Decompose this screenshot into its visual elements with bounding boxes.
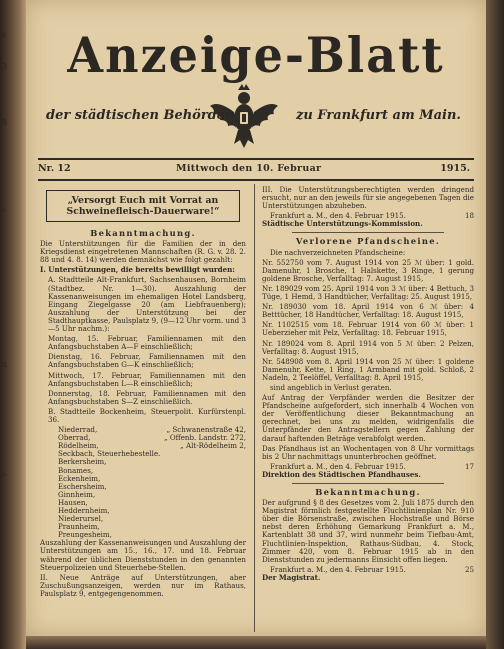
payout-text: Auszahlung der Kassenanweisungen und Auszahlung der Unterstützungen am 15., 16., 17. und 18. Februar während der üblichen Dienststunden in den genannten Steuerpolizeien und Steuerhebe-Stellen. — [40, 538, 246, 572]
issue-number: Nr. 12 — [38, 163, 71, 174]
district-place-office: „ Schwanenstraße 42, — [166, 425, 246, 435]
pawn-ticket-entry: Nr. 552750 vom 7. August 1914 von 25 ℳ über: 1 gold. Damenuhr, 1 Brosche, 1 Halskette, 3 Ringe, 1 gerung goldene Brosche, Verfalltag: 7. August 1915, — [262, 257, 474, 283]
right-column — [262, 186, 474, 584]
district-place-name: Rödelheim, — [58, 441, 99, 451]
notice-number: 18 — [464, 211, 474, 221]
issue-year: 1915. — [440, 163, 470, 174]
district-place-name: Bonames, — [58, 465, 94, 475]
binding-mark: u — [2, 360, 8, 369]
district-place-name: Heddernheim, — [58, 506, 110, 515]
binding-mark: i- — [2, 470, 8, 479]
pawn-ticket-entry: Nr. 548908 vom 8. April 1914 von 25 ℳ über: 1 goldene Damenuhr, Kette, 1 Ring, 1 Armband mit gold. Schloß, 2 Nadeln, 2 Teelöffel, Verfalltag: 8. April 1915, — [262, 356, 474, 382]
notice-heading: Bekanntmachung. — [90, 228, 196, 238]
notice-heading-2: Bekanntmachung. — [315, 487, 421, 497]
masthead-rule-top — [38, 158, 474, 160]
pawn-ticket-entry: Nr. 189024 vom 8. April 1914 von 5 ℳ über: 2 Pelzen, Verfalltag: 8. August 1915, — [262, 338, 474, 356]
binding-mark: 8 — [2, 118, 8, 127]
district-places-list — [40, 426, 246, 539]
signature-place-date: Frankfurt a. M., den 4. Februar 1915. — [270, 461, 406, 471]
district-place-name: Oberrad, — [58, 433, 91, 443]
masthead-title: Anzeige-Blatt — [67, 26, 445, 84]
district-b-text: B. Stadtteile Bockenheim, Steuerpolit. Kurfürstenpl. 36. — [48, 406, 246, 424]
schedule-tuesday: Dienstag, 16. Februar, Familiennamen mit den Anfangsbuchstaben G—K einschließlich; — [48, 352, 246, 370]
pawn-ticket-entry: Nr. 189029 vom 25. April 1914 von 3 ℳ über: 4 Bettuch, 3 Tüge, 1 Hemd, 3 Handtücher, Verfalltag: 25. August 1915, — [262, 283, 474, 302]
pawn-intro: Die nachverzeichneten Pfandscheine: — [270, 247, 406, 257]
schedule-monday: Montag, 15. Februar, Familiennamen mit den Anfangsbuchstaben A—F einschließlich; — [48, 334, 246, 352]
pork-notice-box: „Versorgt Euch mit Vorrat an Schweinefleisch-Dauerware!“ — [46, 190, 240, 222]
masthead-rule-bottom — [38, 179, 474, 181]
notice-number: 17 — [464, 461, 474, 471]
district-place-office: „ Offenb. Landstr. 272, — [163, 433, 246, 443]
pawn-ticket-entry: Nr. 189030 vom 18. April 1914 von 6 ℳ über: 4 Betttücher, 18 Handtücher, Verfalltag: 18. August 1915, — [262, 302, 474, 320]
signature-place-date: Frankfurt a. M., den 4. Februar 1915. — [270, 211, 406, 221]
binding-mark: s — [2, 30, 7, 39]
masthead-subtitle-right: zu Frankfurt am Main. — [296, 108, 461, 123]
notice-intro: Die Unterstützungen für die Familien der in den Kriegsdienst eingetretenen Mannschaften (R. G. v. 28. 2. 88 und 4. 8. 14) werden demnächst wie folgt gezahlt: — [40, 239, 246, 265]
signature-name: Städtische Unterstützungs-Kommission. — [262, 219, 423, 229]
page-edge-right — [486, 0, 504, 649]
district-place-name: Niederursel, — [58, 514, 104, 524]
issue-date: Mittwoch den 10. Februar — [176, 163, 322, 174]
left-column — [40, 186, 246, 600]
district-place-name: Praunheim, — [58, 522, 100, 532]
pawn-body: Auf Antrag der Verpfänder werden die Besitzer der Pfandscheine aufgefordert, sich innerhalb 4 Wochen von der Veröffentlichung dieser Bekanntmachung an gerechnet, bei uns zu melden, widrigenfalls die Unterpfänder den Antragstellern gegen Zahlung der darauf haftenden Beträge verabfolgt werden. — [262, 393, 474, 443]
district-a-text: A. Stadtteile Alt-Frankfurt, Sachsenhausen, Bornheim (Stadtbez. Nr. 1—30). Auszahlung der Kassenanweisungen im ehemaligen Hotel Landsberg, Eingang Ziegelgasse 20 (am Liebfrauenberg); Auszahlung der Unterstützung bei der Stadthauptkasse, Paulsplatz 9, (9—12 Uhr vorm. und 3—5 Uhr nachm.): — [48, 275, 246, 334]
district-place-name: Eckenheim, — [58, 473, 101, 483]
pawn-ticket-list — [262, 259, 474, 382]
schedule-wednesday: Mittwoch, 17. Februar, Familiennamen mit den Anfangsbuchstaben L—R einschließlich; — [48, 370, 246, 388]
pawn-ticket-entry: Nr. 1102515 vom 18. Februar 1914 von 60 ℳ über: 1 Ueberzieher mit Pelz, Verfalltag: 18. Februar 1915, — [262, 320, 474, 338]
section-separator — [292, 232, 444, 233]
district-place-name: Berkersheim, — [58, 457, 107, 467]
dateline — [38, 163, 474, 177]
notice-number: 25 — [464, 564, 474, 574]
district-place-name: Preungesheim, — [58, 530, 112, 540]
column-divider — [254, 184, 255, 632]
book-binding — [0, 0, 26, 649]
signature-place-date: Frankfurt a. M., den 4. Februar 1915. — [270, 564, 406, 574]
binding-mark: 3 — [2, 62, 8, 71]
pawn-tickets-heading: Verlorene Pfandscheine. — [295, 236, 441, 247]
section-3-text: III. Die Unterstützungsberechtigten werden dringend ersucht, nur an den jeweils für sie angegebenen Tagen die Unterstützungen abzuheben. — [262, 185, 474, 211]
pawn-hours: Das Pfandhaus ist an Wochentagen von 8 Uhr vormittags bis 2 Uhr nachmittags ununterbrochen geöffnet. — [262, 443, 474, 461]
building-line-notice: Der aufgrund § 8 des Gesetzes vom 2. Juli 1875 durch den Magistrat förmlich festgestellte Fluchtlinienplan Nr. 910 über die Börsenstraße, zwischen Hochstraße und Börse nebst deren Erhöhung Gemarkung Frankfurt a. M., Kartenblatt 38 und 37, wird nunmehr beim Tiefbau-Amt, Fluchtlinien-Inspektion, Rathaus-Südbau, 4. Stock, Zimmer 420, vom 8. Februar 1915 ab in den Dienststunden zu jedermanns Einsicht offen liegen. — [262, 498, 474, 564]
signature-name: Der Magistrat. — [262, 572, 321, 582]
binding-mark: i- — [2, 205, 8, 214]
district-place-name: Ginnheim, — [58, 489, 96, 499]
district-place-name: Niederrad, — [58, 425, 98, 435]
newspaper-page — [26, 0, 486, 636]
pawn-lost: sind angeblich in Verlust geraten. — [270, 382, 392, 392]
section-1-heading: I. Unterstützungen, die bereits bewilligt wurden: — [40, 265, 235, 275]
district-place-name: Eschersheim, — [58, 481, 107, 491]
page-edge-bottom — [26, 636, 486, 649]
district-place-name: Seckbach, Steuerhebestelle. — [58, 449, 161, 459]
masthead-subtitle-left: der städtischen Behörden — [46, 108, 235, 123]
section-2-text: II. Neue Anträge auf Unterstützungen, aber Zuschußungsanzeigen, werden nur im Rathaus, Paulsplatz 9, entgegengenommen. — [40, 572, 246, 598]
district-place-name: Hausen, — [58, 497, 88, 507]
section-separator — [292, 483, 444, 484]
schedule-thursday: Donnerstag, 18. Februar, Familiennamen mit den Anfangsbuchstaben S—Z einschließlich. — [48, 388, 246, 406]
signature-name: Direktion des Städtischen Pfandhauses. — [262, 469, 421, 479]
district-place-office: „ Alt-Rödelheim 2, — [180, 441, 246, 451]
